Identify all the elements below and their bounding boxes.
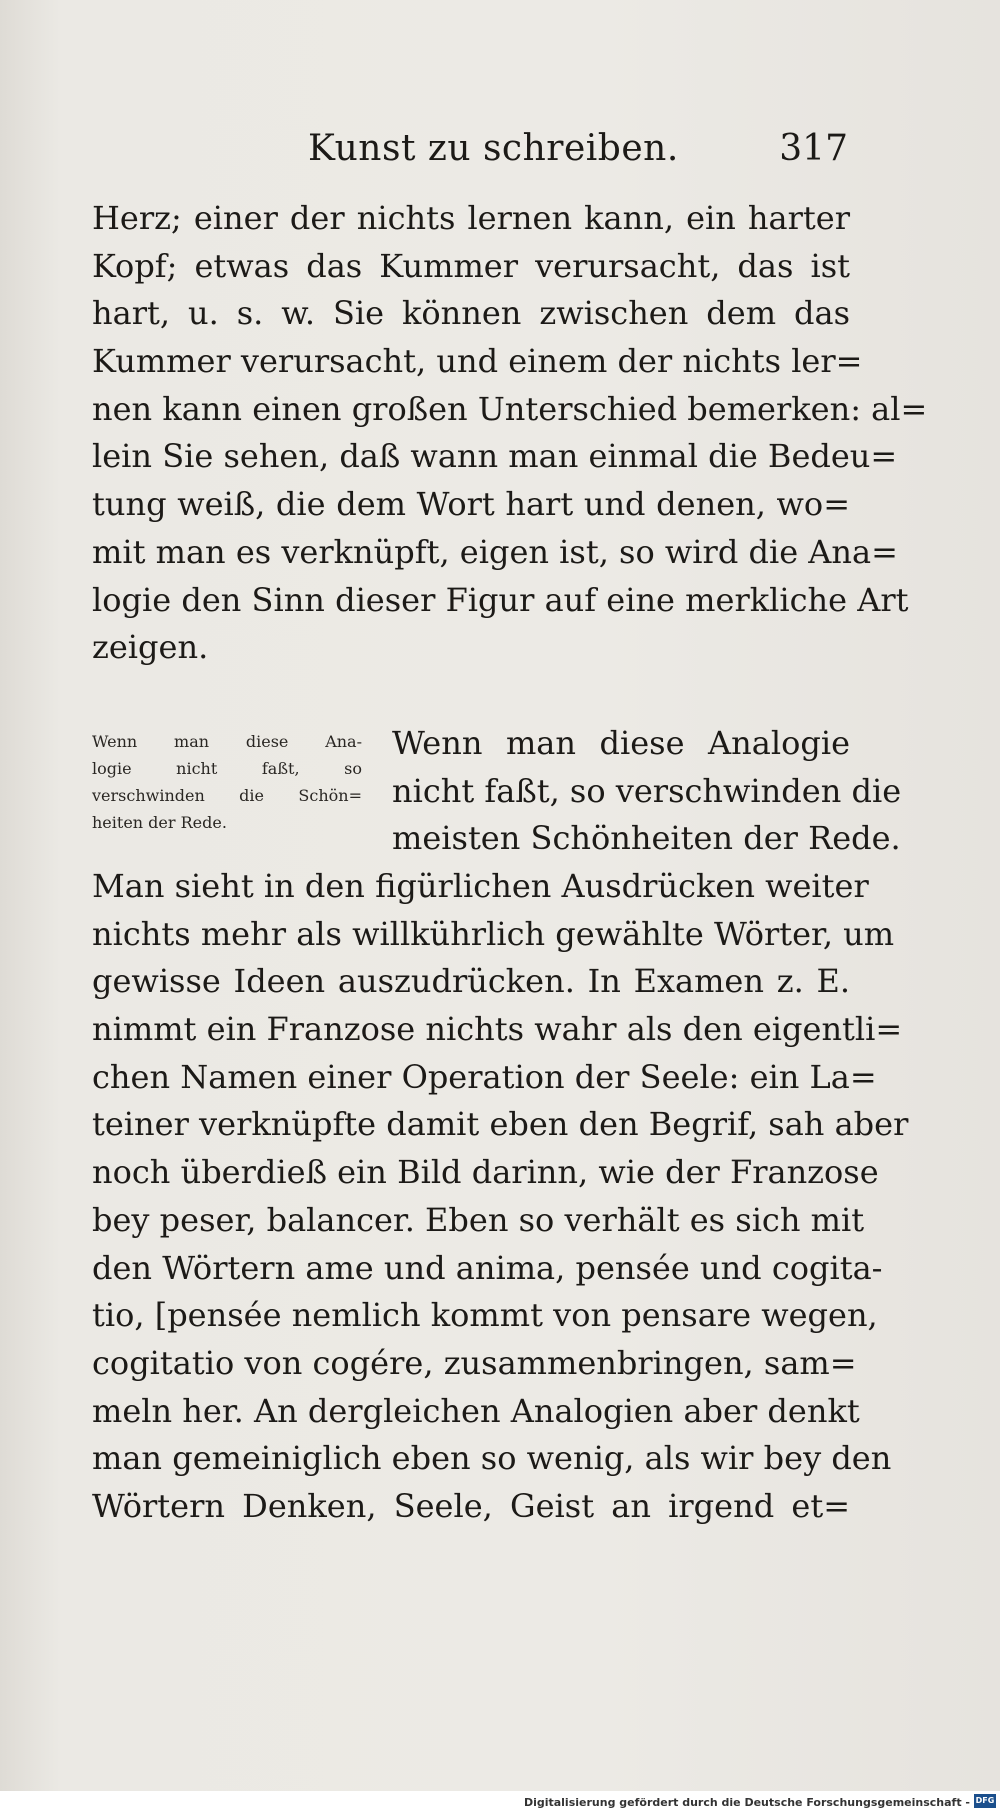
text-line: nicht faßt, so verschwinden die — [392, 771, 902, 810]
text-line: bey peser, balancer. Eben so verhält es sich mit — [92, 1200, 865, 1239]
text-line: zeigen. — [92, 628, 209, 667]
text-line: noch überdieß ein Bild darinn, wie der Franzose — [92, 1153, 879, 1192]
digitization-credit: Digitalisierung gefördert durch die Deutsche Forschungsgemeinschaft - — [523, 1796, 970, 1809]
text-line: Man sieht in den figürlichen Ausdrücken weiter — [92, 867, 869, 905]
text-line: hart, u. s. w. Sie können zwischen dem das — [92, 294, 850, 333]
text-line: cogitatio von cogére, zusammenbringen, sam= — [92, 1343, 857, 1382]
indented-text — [392, 720, 902, 863]
margin-note-line: heiten der Rede. — [92, 813, 227, 832]
text-line: tung weiß, die dem Wort hart und denen, wo= — [92, 485, 850, 524]
text-line: Kopf; etwas das Kummer verursacht, das ist — [92, 246, 850, 285]
margin-note-line: Wenn man diese Ana- — [92, 732, 362, 751]
text-line: Wenn man diese Analogie — [392, 724, 850, 762]
text-line: meisten Schönheiten der Rede. — [392, 819, 901, 858]
page-number: 317 — [779, 128, 848, 169]
text-line: chen Namen einer Operation der Seele: ein La= — [92, 1057, 877, 1096]
margin-note — [92, 728, 362, 836]
text-line: teiner verknüpfte damit eben den Begrif, sah aber — [92, 1105, 909, 1144]
text-line: mit man es verknüpft, eigen ist, so wird die Ana= — [92, 532, 898, 571]
text-line: Kummer verursacht, und einem der nichts ler= — [92, 342, 863, 381]
margin-note-line: verschwinden die Schön= — [92, 786, 362, 805]
text-line: lein Sie sehen, daß wann man einmal die Bedeu= — [92, 437, 898, 476]
dfg-logo-icon: DFG — [974, 1794, 996, 1808]
footer-strip — [0, 1791, 1000, 1811]
text-line: meln her. An dergleichen Analogien aber denkt — [92, 1391, 860, 1430]
text-line: logie den Sinn dieser Figur auf eine merkliche Art — [92, 580, 909, 619]
text-line: gewisse Ideen auszudrücken. In Examen z. E. — [92, 962, 850, 1001]
text-line: tio, [pensée nemlich kommt von pensare wegen, — [92, 1296, 878, 1335]
text-line: Herz; einer der nichts lernen kann, ein harter — [92, 199, 850, 237]
text-line: nichts mehr als willkührlich gewählte Wörter, um — [92, 914, 895, 953]
paragraph-1 — [92, 195, 928, 672]
paragraph-2-body — [92, 863, 909, 1531]
running-title: Kunst zu schreiben. — [308, 128, 679, 169]
page-header — [308, 128, 848, 178]
text-line: nen kann einen großen Unterschied bemerken: al= — [92, 389, 928, 428]
margin-note-line: logie nicht faßt, so — [92, 759, 362, 778]
text-line: man gemeiniglich eben so wenig, als wir bey den — [92, 1439, 892, 1478]
text-line: Wörtern Denken, Seele, Geist an irgend et= — [92, 1486, 850, 1525]
text-line: den Wörtern ame und anima, pensée und cogita- — [92, 1248, 883, 1287]
text-line: nimmt ein Franzose nichts wahr als den eigentli= — [92, 1010, 903, 1049]
